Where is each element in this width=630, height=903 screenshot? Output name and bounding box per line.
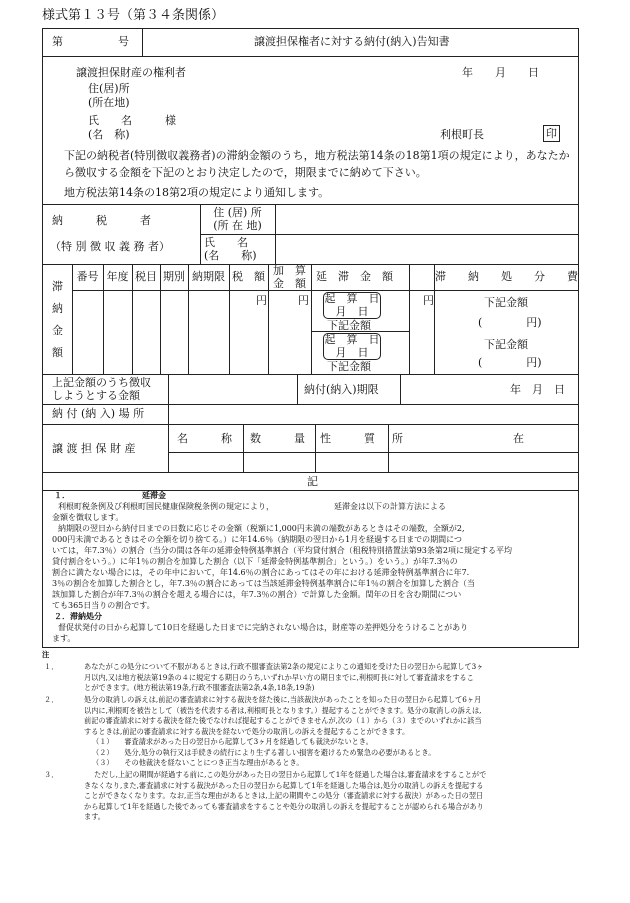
col-tax-amount: 税 額 [232,270,265,283]
arrears-side-1: 滞 [52,280,63,293]
payment-place-label: 納 付 (納 入) 場 所 [52,407,145,420]
col-late-fee: 延 滞 金 額 [316,270,393,283]
holder-label: 譲渡担保財産の権利者 [76,66,186,79]
col-period: 期別 [163,270,185,283]
footnote-2-conditions: （１） 審査請求があった日の翌日から起算して3ヶ月を経過しても裁決がないとき。 （２） 処分,処分の執行又は手続きの続行により生ずる著しい損害を避けるため緊急の必要があるとき。 （３） その他裁決を経ないことにつき正当な理由があるとき。 [92,737,436,767]
section-2-title: 滞納処分 [70,611,102,621]
footnote-2-number: ２． [44,695,59,704]
property-label: 譲 渡 担 保 財 産 [52,442,136,455]
start-month-day-2: 月 日 [335,346,369,359]
notice-paragraph: 下記の納税者(特別徴収義務者)の滞納金額のうち，地方税法第14条の18第1項の規定により，あなたから徴収する金額を下記のとおり決定したので，期限までに納めて下さい。 [64,149,570,179]
start-date-label-2: 起 算 日 [324,333,380,346]
seal-mark: 印 [543,125,560,142]
footnote-1-text: あなたがこの処分について不服があるときは,行政不服審査法第2条の規定によりこの通知を受けた日の翌日から起算して3ヶ 月以内,又は地方税法第19条の４に規定する期日のうち,いずれか早い方の期日までに,利根町長に対して審査請求をするこ とができます。(地方税法第19条,行政不服審査法第2条,4条,18条,19条) [84,662,484,692]
taxpayer-address-label: 住 (居) 所 [213,206,262,219]
arrears-side-3: 金 [52,324,63,337]
taxpayer-label: 納 税 者 [52,214,151,227]
section-1-number: １． [54,490,70,500]
section-2-number: ２． [54,611,70,621]
issue-date: 年 月 日 [462,66,539,79]
special-collector-label: （特 別 徴 収 義 務 者） [50,240,170,253]
late-fee-yen: 円 [423,294,434,307]
notice-paragraph-2: 地方税法第14条の18第2項の規定により通知します。 [64,186,330,199]
below-amount-2: 下記金額 [327,360,371,373]
disposal-below-1: 下記金額 [484,296,528,309]
notes-heading: 記 [307,475,318,488]
footnote-1-number: １． [44,662,59,671]
form-number: 様式第１３号（第３４条関係） [42,8,225,23]
name-label: 氏 名 様 [88,114,176,127]
col-disposal-fee: 滞 納 処 分 費 [435,270,578,283]
additional-yen: 円 [298,294,309,307]
collect-amount-label-2: しようとする金額 [52,389,140,402]
disposal-below-2: 下記金額 [484,338,528,351]
col-tax-item: 税目 [135,270,157,283]
tax-yen: 円 [256,294,267,307]
taxpayer-name-label: 氏 名 [204,236,248,249]
start-date-label-1: 起 算 日 [324,292,380,305]
footnote-3-text: ただし,上記の期間が経過する前に,この処分があった日の翌日から起算して1年を経過した場合は,審査請求をすることがで きなくなり,また,審査請求に対する裁決があった日の翌日から起算して1年を経過した場合は,処分の取消しの訴えを提起する ことができなくなります。なお,正当な理由があるときは,上記の期間やこの処分（審査請求に対する裁決）があった日の翌日 から起算して1年を経過した後であっても審査請求をすることや処分の取消しの訴えを提起することが認められる場合があり ます。 [84,770,487,821]
section-1-text: 利根町税条例及び利根町国民健康保険税条例の規定により， 延滞金は以下の計算方法による 金額を徴収します。 納期限の翌日から納付日までの日数に応じその金額（税額に1,000円未満の端数があるときはその端数，全額が2, 000円未満であるときはその全額を切り捨てる。）に年14.6％（納期限の翌日から1月を経過する日までの期間につ いては，年7.3％）の割合（当分の間は各年の延滞金特例基準割合（平均貸付割合（租税特別措置法第93条第2項に規定する平均 貸付割合をいう。）に年1％の割合を加算した割合（以下「延滞金特例基準割合」という。）をいう。）が年7.3％の 割合に満たない場合には，その年中において，年14.6％の割合にあってはその年における延滞金特例基準割合に年7. 3％の割合を加算した割合とし，年7.3％の割合にあっては当該延滞金特例基準割合に年1％の割合を加算した割合（当 該加算した割合が年7.3％の割合を超える場合には，年7.3％の割合）で計算した金額。閏年の日を含む期間につい ても365日当りの割合です。 [52,502,512,610]
name-sub-label: (名 称) [88,128,130,141]
document-number-label: 第 号 [52,35,129,48]
payment-deadline-label: 納付(納入)期限 [304,383,379,396]
col-year: 年度 [106,270,129,283]
footnote-3-number: ３． [44,770,59,779]
disposal-yen-1: ( 円) [478,316,542,329]
col-additional-2: 金 額 [273,277,306,290]
arrears-side-2: 納 [52,302,63,315]
col-number: 番号 [76,270,99,283]
prop-col-nature: 性 質 [320,432,375,445]
document-title: 譲渡担保権者に対する納付(納入)告知書 [254,35,450,48]
collect-amount-label-1: 上記金額のうち徴収 [52,376,151,389]
prop-col-location: 所 在 [392,432,524,445]
col-deadline: 納期限 [192,270,225,283]
prop-col-quantity: 数 量 [250,432,305,445]
start-month-day-1: 月 日 [335,305,369,318]
taxpayer-name-sub: (名 称) [204,249,257,262]
address-label: 住(居)所 [88,82,130,95]
col-additional-1: 加 算 [273,264,306,277]
arrears-side-4: 額 [52,346,63,359]
disposal-yen-2: ( 円) [478,356,542,369]
below-amount-1: 下記金額 [327,319,371,332]
taxpayer-address-sub: (所 在 地) [213,219,262,232]
prop-col-name: 名 称 [177,432,232,445]
section-1-title: 延滞金 [142,490,166,500]
payment-deadline-date: 年 月 日 [510,383,565,396]
address-sub-label: (所在地) [88,96,130,109]
footnote-heading: 注 [42,650,50,659]
issuer-name: 利根町長 [440,128,484,141]
footnote-2-text: 処分の取消しの訴えは,前記の審査請求に対する裁決を経た後に,当該裁決があったことを知った日の翌日から起算して6ヶ月 以内に,利根町を被告として（被告を代表する者は,利根町長となります。）提起することができます。処分の取消しの訴えは, 前記の審査請求に対する裁決を経た後でなければ提起することができませんが,次の（１）から（３）までのいずれかに該当 するときは,前記の審査請求に対する裁決を経ないで処分の取消しの訴えを提起することができます。 [84,695,482,736]
section-2-text: 督促状発付の日から起算して10日を経過した日までに完納されない場合は，財産等の差押処分をうけることがあり ます。 [52,623,469,643]
